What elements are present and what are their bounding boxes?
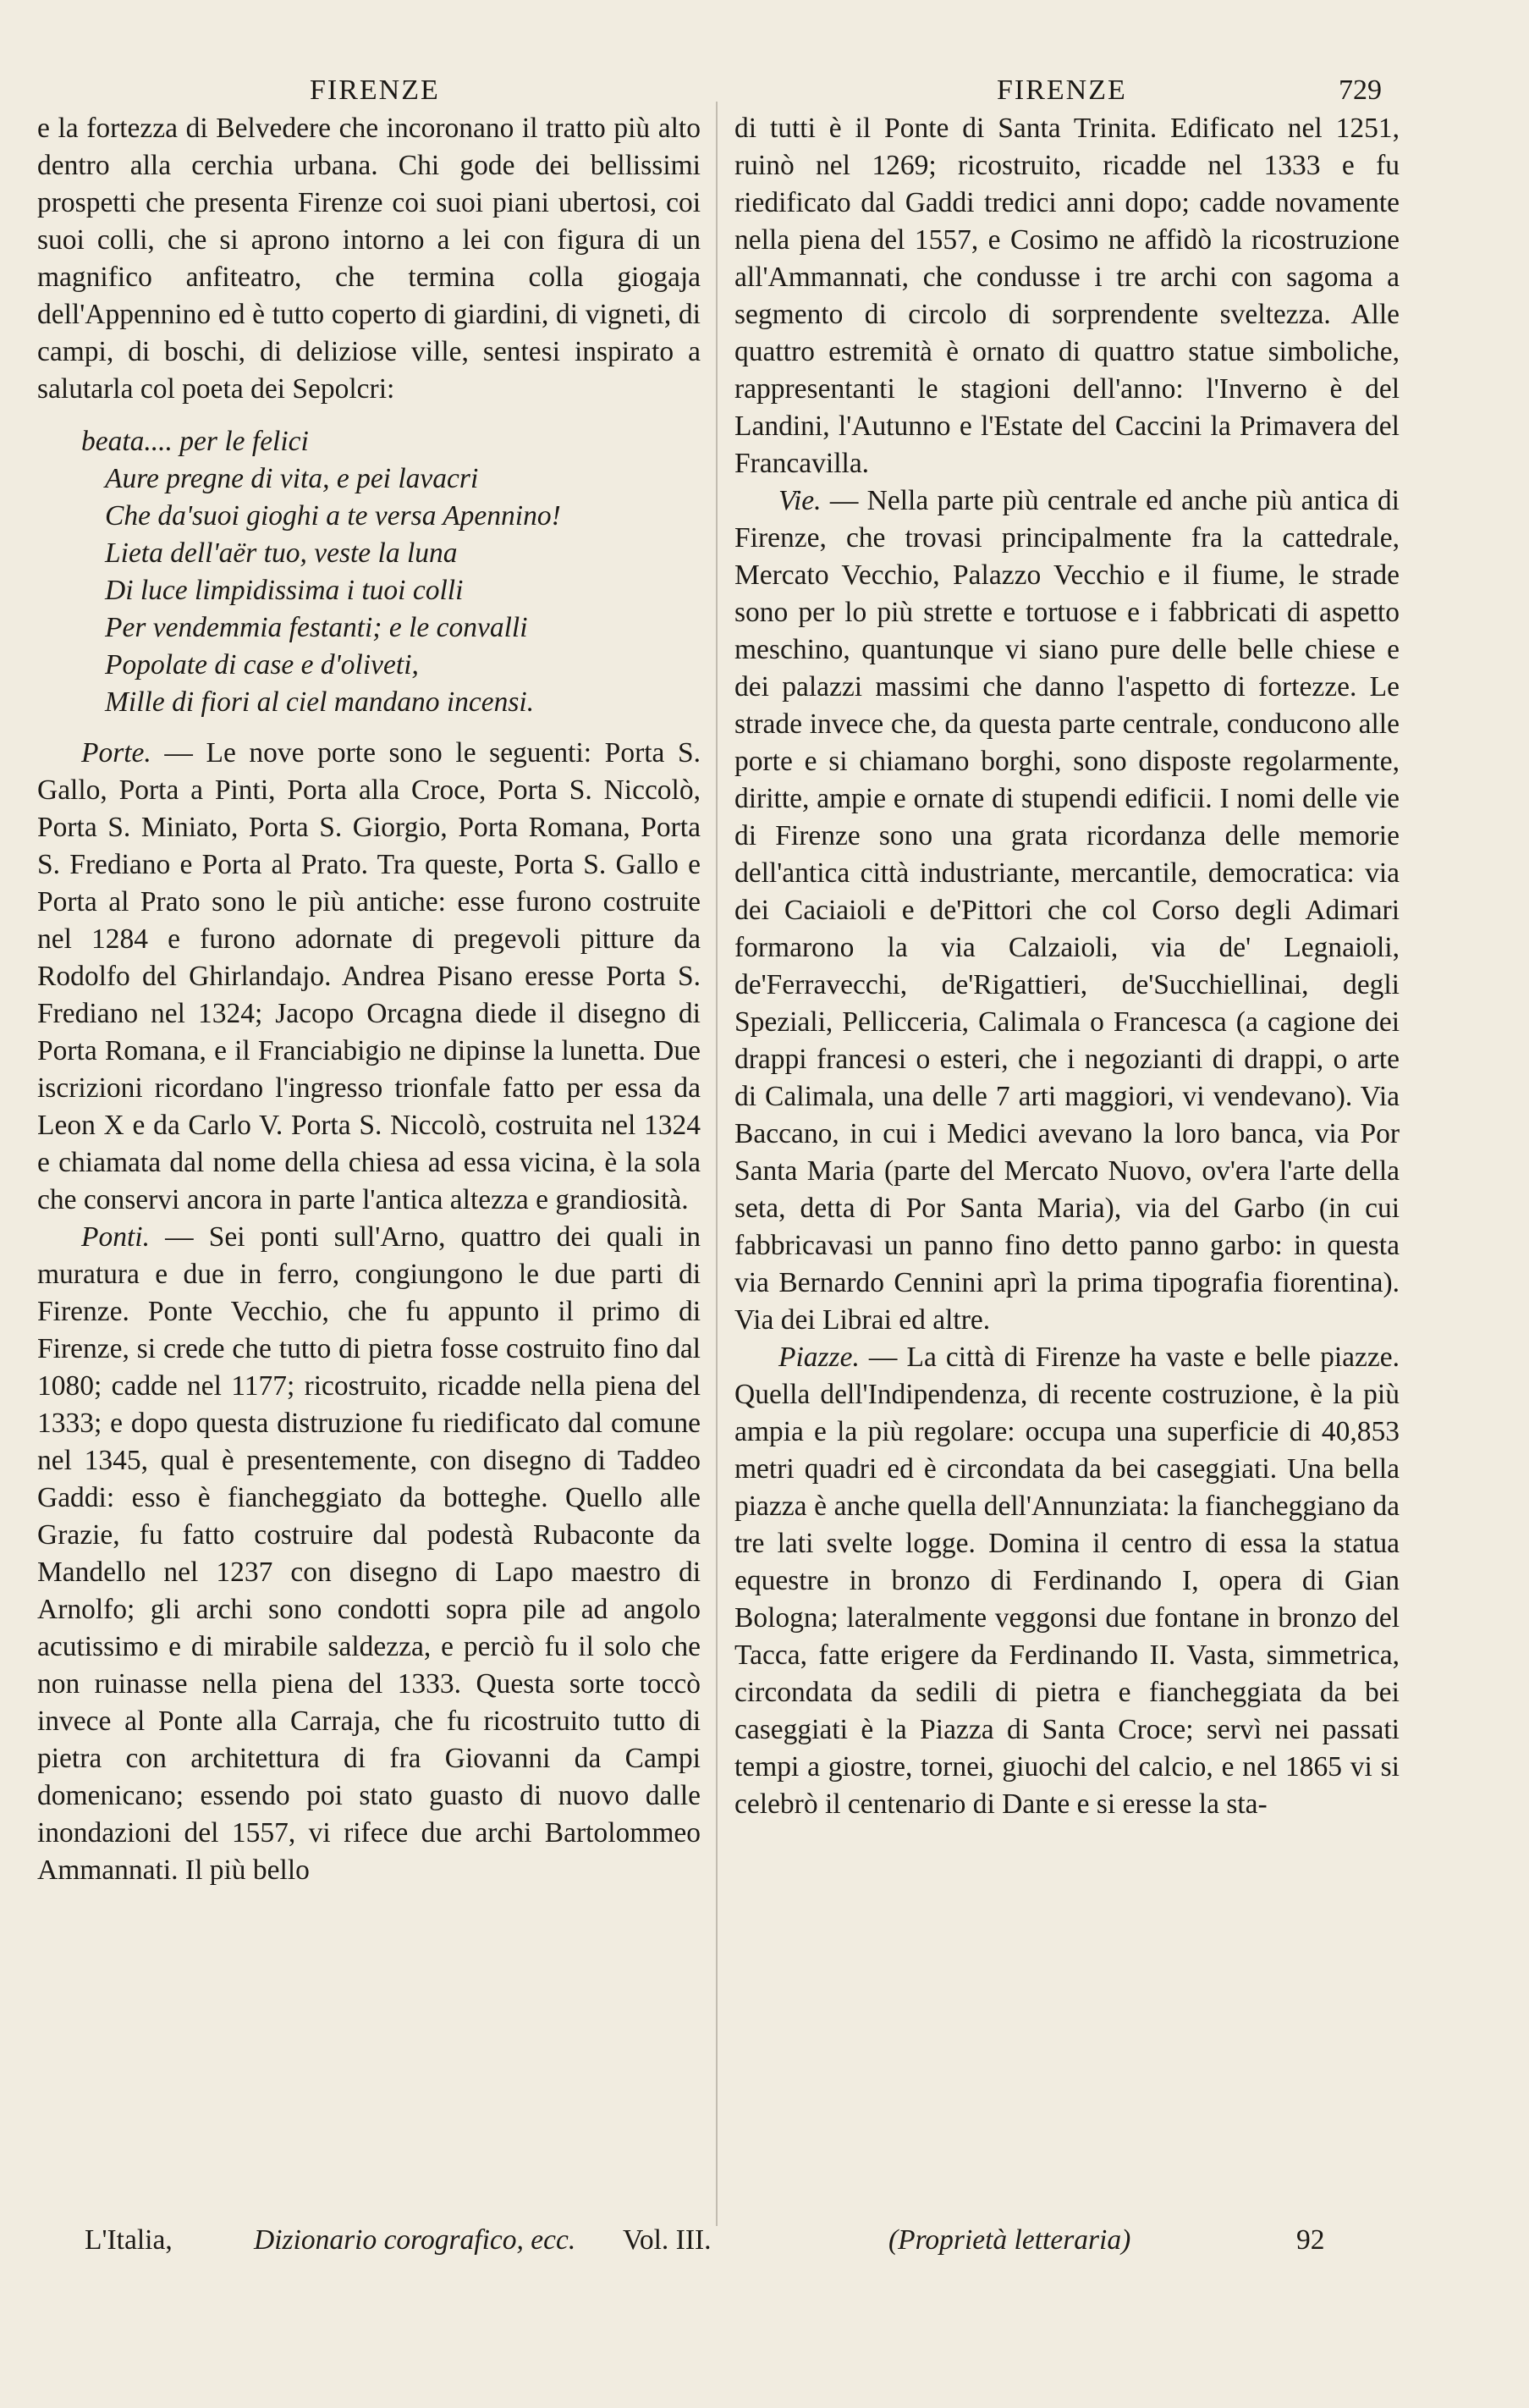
poem-line: Lieta dell'aër tuo, veste la luna: [105, 537, 458, 569]
ponti-text: — Sei ponti sull'Arno, quattro dei quali in muratura e due in ferro, congiungono le due parti di Firenze. Ponte Vecchio, che fu appunto il primo di Firenze, si crede che tutto di pietra fosse costruito fino dal 1080; cadde nel 1177; ricostruito, ricadde nella piena del 1333; e dopo questa distruzione fu riedificato dal comune nel 1345, qual è presentemente, con disegno di Taddeo Gaddi: esso è fiancheggiato da botteghe. Quello alle Grazie, fu fatto costruire dal podestà Rubaconte da Mandello nel 1237 con disegno di Lapo maestro di Arnolfo; gli archi sono condotti sopra pile ad angolo acutissimo e di mirabile saldezza, e perciò fu il solo che non ruinasse nella piena del 1333. Questa sorte toccò invece al Ponte alla Carraja, che fu ricostruito tutto di pietra con architettura di fra Giovanni da Campi domenicano; essendo poi stato guasto di nuovo dalle inondazioni del 1557, vi rifece due archi Bartolommeo Ammannati. Il più bello: [37, 1221, 701, 1886]
poem-line: beata.... per le felici: [81, 426, 309, 457]
porte-heading: Porte.: [81, 737, 151, 769]
piazze-heading: Piazze.: [778, 1342, 860, 1373]
footer-sheet-number: 92: [1296, 2224, 1325, 2256]
piazze-text: — La città di Firenze ha vaste e belle piazze. Quella dell'Indipendenza, di recente costruzione, è la più ampia e la più regolare: occupa una superficie di 40,853 metri quadri ed è circondata da bei caseggiati. Una bella piazza è anche quella dell'Annunziata: la fiancheggiano da tre lati svelte logge. Domina il centro di essa la statua equestre in bronzo di Ferdinando I, opera di Gian Bologna; lateralmente veggonsi due fontane in bronzo del Tacca, fatte erigere da Ferdinando II. Vasta, simmetrica, circondata da sedili di pietra e fiancheggiata da bei caseggiati è la Piazza di Santa Croce; servì nei passati tempi a giostre, tornei, giuochi del calcio, e nel 1865 vi si celebrò il centenario di Dante e si eresse la sta-: [734, 1342, 1400, 1820]
vie-text: — Nella parte più centrale ed anche più antica di Firenze, che trovasi principalmente fra la cattedrale, Mercato Vecchio, Palazzo Vecchio e il fiume, le strade sono per lo più strette e tortuose e i fabbricati di aspetto meschino, quantunque vi siano pure delle belle chiese e dei palazzi massimi che danno l'aspetto di fortezze. Le strade invece che, da questa parte centrale, conducono alle porte e si chiamano borghi, sono disposte regolarmente, diritte, ampie e ornate di stupendi edificii. I nomi delle vie di Firenze sono una grata ricordanza delle memorie dell'antica città industriante, mercantile, democratica: via dei Caciaioli e de'Pittori che col Corso degli Adimari formarono la via Calzaioli, via de' Legnaioli, de'Ferravecchi, de'Rigattieri, de'Succhiellinai, degli Speziali, Pellicceria, Calimala o Francesca (a cagione dei drappi francesi o esteri, che i negozianti di drappi, o arte di Calimala, una delle 7 arti maggiori, vi vendevano). Via Baccano, in cui i Medici avevano la loro banca, via Por Santa Maria (parte del Mercato Nuovo, ov'era l'arte della seta, detta di Por Santa Maria), via del Garbo (in cui fabbricavasi un panno fino detto panno garbo: in questa via Bernardo Cennini aprì la prima tipografia fiorentina). Via dei Librai ed altre.: [734, 485, 1400, 1336]
footer-work: Dizionario corografico, ecc.: [254, 2224, 576, 2256]
right-running-head: FIRENZE: [997, 74, 1127, 106]
poem-line: Che da'suoi gioghi a te versa Apennino!: [105, 500, 561, 532]
intro-paragraph: e la fortezza di Belvedere che incoronano il tratto più alto dentro alla cerchia urbana. Chi gode dei bellissimi prospetti che presenta Firenze coi suoi piani ubertosi, coi suoi colli, che si aprono intorno a lei con figura di un magnifico anfiteatro, che termina colla giogaja dell'Appennino ed è tutto coperto di giardini, di vigneti, di campi, di boschi, di deliziose ville, sentesi inspirato a salutarla col poeta dei Sepolcri:: [37, 113, 701, 405]
piazze-paragraph: [734, 1339, 1400, 1823]
porte-paragraph: [37, 735, 701, 1219]
poem-line: Per vendemmia festanti; e le convalli: [105, 612, 528, 643]
poem-quote: [37, 423, 701, 721]
ponti-heading: Ponti.: [81, 1221, 150, 1253]
column-divider: [716, 102, 718, 2226]
porte-text: — Le nove porte sono le seguenti: Porta S. Gallo, Porta a Pinti, Porta alla Croce, Porta S. Niccolò, Porta S. Miniato, Porta S. Giorgio, Porta Romana, Porta S. Frediano e Porta al Prato. Tra queste, Porta S. Gallo e Porta al Prato sono le più antiche: esse furono costruite nel 1284 e furono adornate di pregevoli pitture da Rodolfo del Ghirlandajo. Andrea Pisano eresse Porta S. Frediano nel 1324; Jacopo Orcagna diede il disegno di Porta Romana, e il Franciabigio ne dipinse la lunetta. Due iscrizioni ricordano l'ingresso trionfale fatto per essa da Leon X e da Carlo V. Porta S. Niccolò, costruita nel 1324 e chiamata dal nome della chiesa ad essa vicina, è la sola che conservi ancora in parte l'antica altezza e grandiosità.: [37, 737, 701, 1215]
left-running-head: FIRENZE: [310, 74, 440, 106]
vie-paragraph: [734, 482, 1400, 1339]
left-column: [37, 110, 701, 1889]
ponti-paragraph: [37, 1219, 701, 1889]
poem-line: Popolate di case e d'oliveti,: [105, 649, 419, 681]
footer-series: L'Italia,: [85, 2224, 173, 2256]
footer-volume: Vol. III.: [623, 2224, 712, 2256]
poem-line: Mille di fiori al ciel mandano incensi.: [105, 686, 535, 718]
ponti-continuation: di tutti è il Ponte di Santa Trinita. Edificato nel 1251, ruinò nel 1269; ricostruito, ricadde nel 1333 e fu riedificato dal Gaddi tredici anni dopo; cadde novamente nella piena del 1557, e Cosimo ne affidò la ricostruzione all'Ammannati, che condusse i tre archi con sagoma a segmento di circolo di sorprendente sveltezza. Alle quattro estremità è ornato di quattro statue simboliche, rappresentanti le stagioni dell'anno: l'Inverno è del Landini, l'Autunno e l'Estate del Caccini la Primavera del Francavilla.: [734, 113, 1400, 479]
footer-rights: (Proprietà letteraria): [888, 2224, 1131, 2256]
vie-heading: Vie.: [778, 485, 822, 516]
poem-line: Aure pregne di vita, e pei lavacri: [105, 463, 479, 494]
page-number: 729: [1339, 74, 1382, 106]
poem-line: Di luce limpidissima i tuoi colli: [105, 575, 464, 606]
right-column: [734, 110, 1400, 1823]
